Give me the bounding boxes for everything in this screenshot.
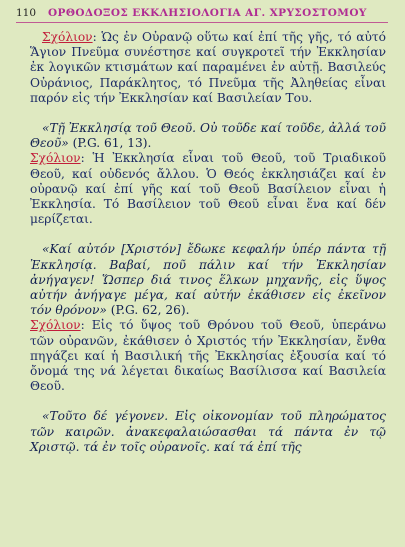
- quote-reference: (P.G. 61, 13).: [68, 136, 152, 151]
- page-header: [16, 3, 391, 23]
- page-body: [30, 30, 386, 455]
- commentary-text: : Ὡς ἐν Οὐρανῷ οὕτω καί ἐπί τῆς γῆς, τό αὐτό Ἅγιον Πνεῦμα συνέστησε καί συγκροτεῖ τήν Ἐκκλησίαν ἐκ λογικῶν κτισμάτων καί παραμένει ἐν αὐτῇ. Βασιλεύς Οὐράνιος, Παράκλητος, τό Πνεῦμα τῆς Ἀληθείας εἶναι παρόν εἰς τήν Ἐκκλησίαν καί Βασιλείαν Του.: [30, 30, 386, 105]
- quote-text: «Τῇ Ἐκκλησίᾳ τοῦ Θεοῦ. Οὐ τοῦδε καί τοῦδε, ἀλλά τοῦ Θεοῦ»: [30, 121, 386, 151]
- scholion-label: Σχόλιον: [42, 30, 93, 44]
- quotation-3: [30, 409, 386, 455]
- quotation-2: [30, 242, 386, 318]
- quote-reference: (P.G. 62, 26).: [106, 303, 190, 318]
- quotation-1: [30, 121, 386, 151]
- commentary-paragraph-3: [30, 318, 386, 394]
- header-rule: [16, 22, 388, 23]
- commentary-text: : Εἰς τό ὕψος τοῦ Θρόνου τοῦ Θεοῦ, ὑπεράνω τῶν οὐρανῶν, ἐκάθισεν ὁ Χριστός τήν Ἐκκλησίαν, ἔνθα πηγάζει καί ἡ Βασιλική τῆς Ἐκκλησίας ἐξουσία καί τό ὄνομά της νά λέγεται δικαίως Βασίλισσα καί Βασιλεία Θεοῦ.: [30, 318, 386, 394]
- running-title: ΟΡΘΟΔΟΞΟΣ ΕΚΚΛΗΣΙΟΛΟΓΙΑ ΑΓ. ΧΡΥΣΟΣΤΟΜΟΥ: [48, 7, 367, 19]
- commentary-paragraph-2: [30, 151, 386, 227]
- quote-text: «Τοῦτο δέ γέγονεν. Εἰς οἰκονομίαν τοῦ πληρώματος τῶν καιρῶν. ἀνακεφαλαιώσασθαι τά πάντα ἐν τῷ Χριστῷ. τά ἐν τοῖς οὐρανοῖς. καί τά ἐπί τῆς: [30, 409, 386, 454]
- scholion-label: Σχόλιον: [30, 318, 81, 333]
- page-number: 110: [16, 7, 37, 19]
- commentary-text: : Ἡ Ἐκκλησία εἶναι τοῦ Θεοῦ, τοῦ Τριαδικοῦ Θεοῦ, καί οὐδενός ἄλλου. Ὁ Θεός ἐκκλησιάζει καί ἐν οὐρανῷ καί ἐπί γῆς καί τοῦ Θεοῦ Βασίλειον εἶναι ἡ Ἐκκλησία. Τό Βασίλειον τοῦ Θεοῦ εἶναι ἕνα καί δέν μερίζεται.: [30, 151, 386, 227]
- quote-text: «Καί αὐτόν [Χριστόν] ἔδωκε κεφαλήν ὑπέρ πάντα τῇ Ἐκκλησίᾳ. Βαβαί, ποῦ πάλιν καί τήν Ἐκκλησίαν ἀνήγαγεν! Ὥσπερ διά τινος ἕλκων μηχανῆς, εἰς ὕψος αὐτήν ἀνήγαγε μέγα, καί αὐτήν ἐκάθισεν εἰς ἐκεῖνον τόν θρόνον»: [30, 242, 386, 318]
- scholion-label: Σχόλιον: [30, 151, 81, 166]
- commentary-paragraph-1: [30, 30, 386, 106]
